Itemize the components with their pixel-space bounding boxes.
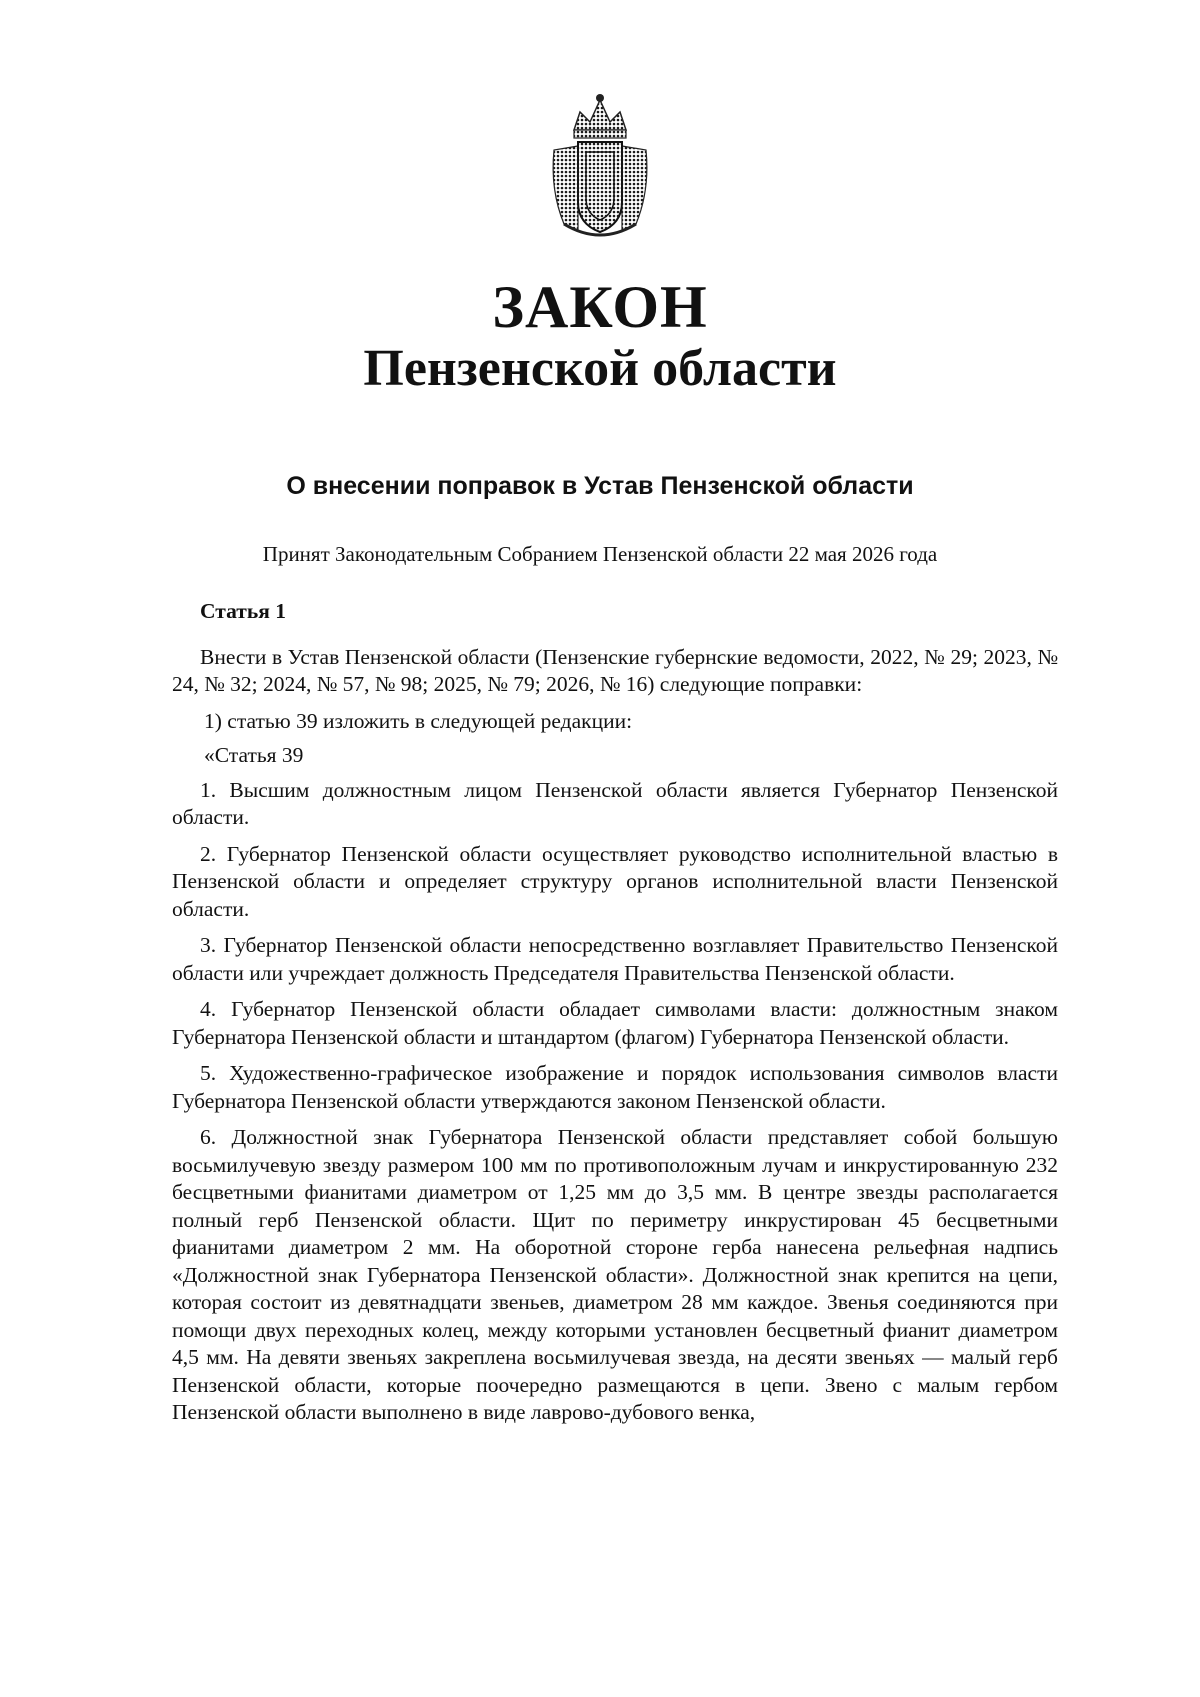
law-subject: О внесении поправок в Устав Пензенской области [286, 472, 914, 500]
point-paragraph: 5. Художественно-графическое изображение и порядок использования символов власти Губернатора Пензенской области утверждаются законом Пензенской области. [172, 1061, 1058, 1113]
point-paragraph: 4. Губернатор Пензенской области обладает символами власти: должностным знаком Губернатора Пензенской области и штандартом (флагом) Губернатора Пензенской области. [172, 997, 1058, 1049]
point-paragraph: 3. Губернатор Пензенской области непосредственно возглавляет Правительство Пензенской области или учреждает должность Председателя Правительства Пензенской области. [172, 933, 1058, 985]
point-paragraph: 2. Губернатор Пензенской области осуществляет руководство исполнительной властью в Пензенской области и определяет структуру органов исполнительной власти Пензенской области. [172, 841, 1058, 921]
amendment-item: 1) статью 39 изложить в следующей редакции: [204, 708, 633, 733]
coat-of-arms-icon [540, 90, 660, 240]
law-body [172, 598, 1058, 1436]
point-paragraph: 1. Высшим должностным лицом Пензенской области является Губернатор Пензенской области. [172, 777, 1058, 829]
quoted-article-heading: «Статья 39 [204, 743, 304, 767]
point-paragraph: 6. Должностной знак Губернатора Пензенской области представляет собой большую восьмилучевую звезду размером 100 мм по противоположным лучам и инкрустированную 232 бесцветными фианитами диаметром от 1,25 мм до 3,5 мм. В центре звезды располагается полный герб Пензенской области. Щит по периметру инкрустирован 45 бесцветными фианитами диаметром 2 мм. На оборотной стороне герба нанесена рельефная надпись «Должностной знак Губернатора Пензенской области». Должностной знак крепится на цепи, которая состоит из девятнадцати звеньев, диаметром 28 мм каждое. Звенья соединяются при помощи двух переходных колец, между которыми установлен бесцветный фианит диаметром 4,5 мм. На девяти звеньях закреплена восьмилучевая звезда, на десяти звеньях — малый герб Пензенской области, которые поочередно размещаются в цепи. Звено с малым гербом Пензенской области выполнено в виде лаврово-дубового венка, [172, 1125, 1058, 1424]
adoption-line: Принят Законодательным Собранием Пензенской области 22 мая 2026 года [262, 542, 938, 566]
intro-paragraph: Внести в Устав Пензенской области (Пензенские губернские ведомости, 2022, № 29; 2023, № 24, № 32; 2024, № 57, № 98; 2025, № 79; 2026, № 16) следующие поправки: [172, 644, 1058, 696]
article-heading: Статья 1 [200, 599, 286, 623]
law-region: Пензенской области [363, 340, 837, 397]
law-title: ЗАКОН [492, 274, 708, 340]
